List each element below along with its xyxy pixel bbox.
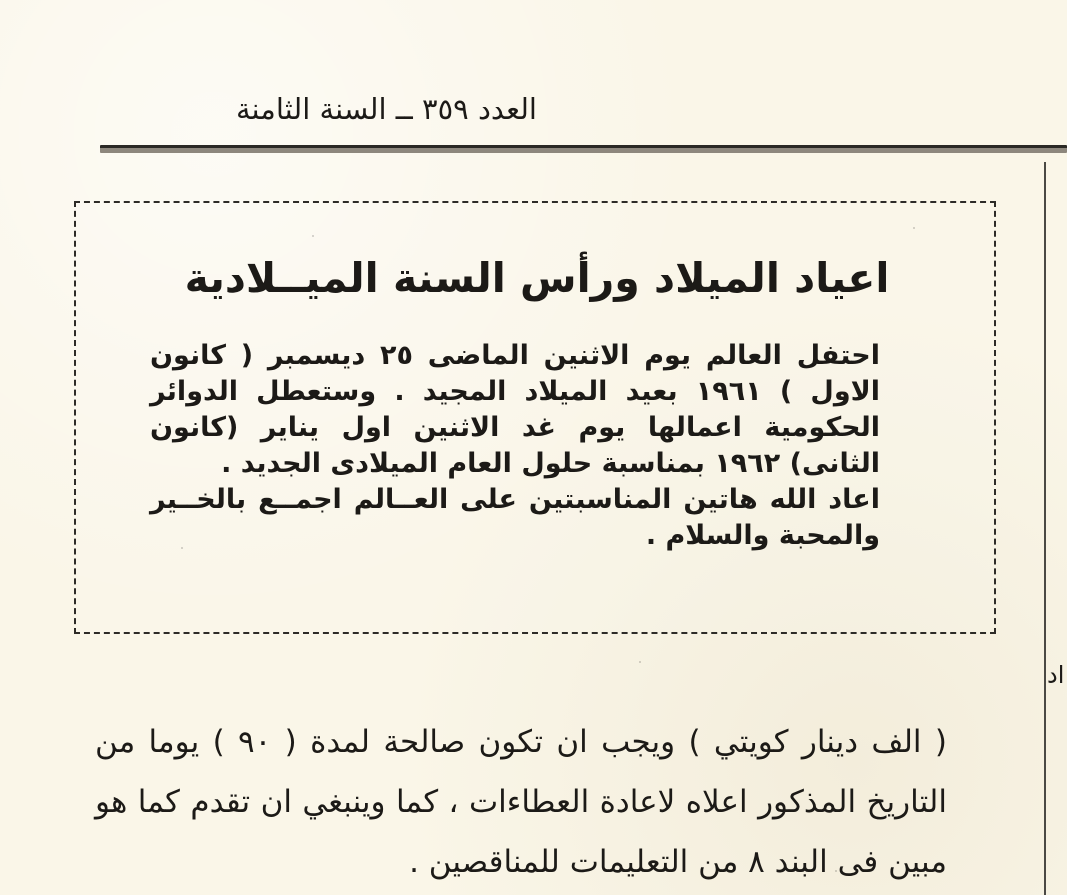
paper-speck [312, 235, 314, 237]
paper-speck [913, 227, 915, 229]
announcement-body [150, 338, 880, 554]
tender-paragraph: ( الف دينار كويتي ) ويجب ان تكون صالحة لمدة ( ٩٠ ) يوما من التاريخ المذكور اعلاه لاعادة العطاءات ، كما وينبغي ان تقدم كما هو مبين فى البند ٨ من التعليمات للمناقصين . [95, 724, 947, 880]
tender-conditions-text [95, 712, 947, 892]
adjacent-column-fragment: اد [1047, 661, 1065, 689]
column-divider [1044, 162, 1046, 895]
paper-speck [181, 547, 183, 549]
header-divider [100, 145, 1067, 153]
paper-speck [835, 870, 837, 872]
issue-header: العدد ٣٥٩ ــ السنة الثامنة [235, 92, 537, 126]
announcement-paragraph: اعاد الله هاتين المناسبتين على العــالم اجمــع بالخــير والمحبة والسلام . [150, 484, 880, 551]
announcement-paragraph: احتفل العالم يوم الاثنين الماضى ٢٥ ديسمبر ( كانون الاول ) ١٩٦١ بعيد الميلاد المجيد . وستعطل الدوائر الحكومية اعمالها يوم غد الاثنين اول يناير (كانون الثانى) ١٩٦٢ بمناسبة حلول العام الميلادى الجديد . [150, 340, 880, 479]
announcement-title: اعياد الميلاد ورأس السنة الميــلادية [184, 254, 890, 302]
paper-speck [639, 661, 641, 663]
